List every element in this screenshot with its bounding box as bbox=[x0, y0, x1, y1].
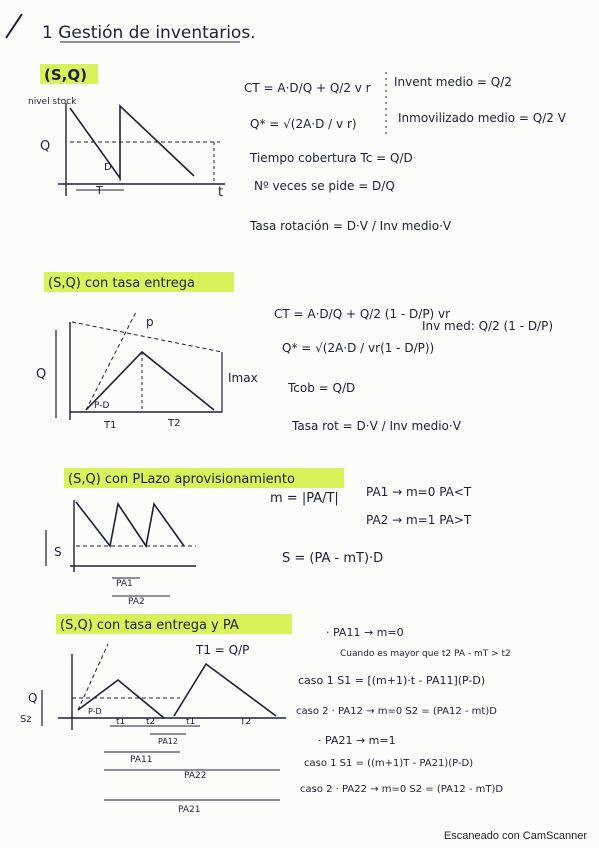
section4-diagram bbox=[20, 644, 286, 815]
s4-caso2a: caso 2 · PA12 → m=0 S2 = (PA12 - mt)D bbox=[296, 706, 497, 717]
s2-formula-tcob: Tcob = Q/D bbox=[288, 381, 356, 395]
section1-diagram bbox=[28, 97, 225, 200]
s4-label-pa11: PA11 bbox=[130, 755, 153, 765]
s4-label-t1b: t1 bbox=[186, 717, 196, 727]
section3-heading: (S,Q) con PLazo aprovisionamiento bbox=[68, 472, 295, 487]
s3-label-pa2: PA2 bbox=[128, 597, 145, 607]
scanner-watermark: Escaneado con CamScanner bbox=[443, 830, 587, 842]
s2-formula-inv: Inv med: Q/2 (1 - D/P) bbox=[422, 319, 554, 333]
section2-heading: (S,Q) con tasa entrega bbox=[48, 276, 195, 291]
s3-formula-s: S = (PA - mT)·D bbox=[282, 551, 384, 566]
s3-formula-pa1: PA1 → m=0 PA<T bbox=[366, 485, 472, 499]
s2-label-t1: T1 bbox=[104, 420, 117, 431]
s2-label-imax: Imax bbox=[228, 371, 258, 385]
s1-axis-x-label: t bbox=[218, 185, 224, 200]
s1-formula-veces: Nº veces se pide = D/Q bbox=[254, 179, 395, 193]
s4-label-pa12: PA12 bbox=[158, 737, 178, 746]
s3-label-s: S bbox=[54, 545, 62, 559]
page-title: 1 Gestión de inventarios. bbox=[42, 23, 256, 43]
s4-label-q: Q bbox=[28, 691, 38, 705]
s3-formula-pa2: PA2 → m=1 PA>T bbox=[366, 513, 472, 527]
s4-label-pa21: PA21 bbox=[178, 805, 201, 815]
s4-line3: · PA21 → m=1 bbox=[318, 734, 396, 747]
s1-label-d: D bbox=[104, 162, 112, 173]
s4-label-t1a: t1 bbox=[116, 717, 126, 727]
corner-mark bbox=[6, 14, 22, 38]
s4-caso1a: caso 1 S1 = [(m+1)·t - PA11](P-D) bbox=[298, 674, 486, 687]
s4-caso2b: caso 2 · PA22 → m=0 S2 = (PA12 - mT)D bbox=[300, 784, 504, 795]
s2-formula-qstar: Q* = √(2A·D / vr(1 - D/P)) bbox=[282, 341, 435, 355]
s1-formula-tc: Tiempo cobertura Tc = Q/D bbox=[250, 151, 413, 165]
s1-formula-qstar: Q* = √(2A·D / v r) bbox=[250, 117, 357, 131]
section2-diagram bbox=[36, 312, 258, 431]
s1-formula-inmov: Inmovilizado medio = Q/2 V bbox=[398, 111, 566, 125]
section4-heading: (S,Q) con tasa entrega y PA bbox=[60, 618, 239, 633]
s2-label-pd: P-D bbox=[94, 401, 110, 411]
s1-axis-y-label: nivel stock bbox=[28, 97, 77, 107]
s4-label-t2a: t2 bbox=[146, 717, 156, 727]
s2-label-t2: T2 bbox=[168, 418, 181, 429]
s1-formula-ct: CT = A·D/Q + Q/2 v r bbox=[244, 81, 371, 95]
s2-label-q: Q bbox=[36, 367, 47, 382]
section1-heading: (S,Q) bbox=[44, 66, 87, 84]
section1-formulas bbox=[244, 72, 567, 233]
s4-label-t2b: T2 bbox=[240, 717, 252, 727]
s4-label-pd: P-D bbox=[88, 707, 102, 716]
section3-diagram bbox=[46, 500, 196, 607]
s1-formula-rot: Tasa rotación = D·V / Inv medio·V bbox=[250, 219, 452, 233]
s4-label-pa22: PA22 bbox=[184, 771, 207, 781]
section2-formulas bbox=[274, 307, 553, 433]
s4-caso1b: caso 1 S1 = ((m+1)T - PA21)(P-D) bbox=[304, 758, 474, 769]
s2-formula-ct: CT = A·D/Q + Q/2 (1 - D/P) vr bbox=[274, 307, 451, 321]
s1-formula-inv: Invent medio = Q/2 bbox=[394, 75, 512, 89]
s3-label-pa1: PA1 bbox=[116, 579, 133, 589]
section3-formulas bbox=[270, 485, 472, 566]
section4-formulas bbox=[296, 626, 511, 795]
s2-label-p: p bbox=[146, 315, 154, 329]
s4-label-sz: Sz bbox=[20, 714, 32, 725]
s4-formula-t1: T1 = Q/P bbox=[196, 643, 250, 657]
s1-label-q: Q bbox=[40, 139, 51, 154]
s4-line2: Cuando es mayor que t2 PA - mT > t2 bbox=[340, 649, 511, 659]
s3-formula-m: m = |PA/T| bbox=[270, 491, 339, 506]
s4-line1: · PA11 → m=0 bbox=[326, 626, 404, 639]
s2-formula-rot: Tasa rot = D·V / Inv medio·V bbox=[292, 419, 461, 433]
s1-label-t: T bbox=[96, 184, 103, 197]
